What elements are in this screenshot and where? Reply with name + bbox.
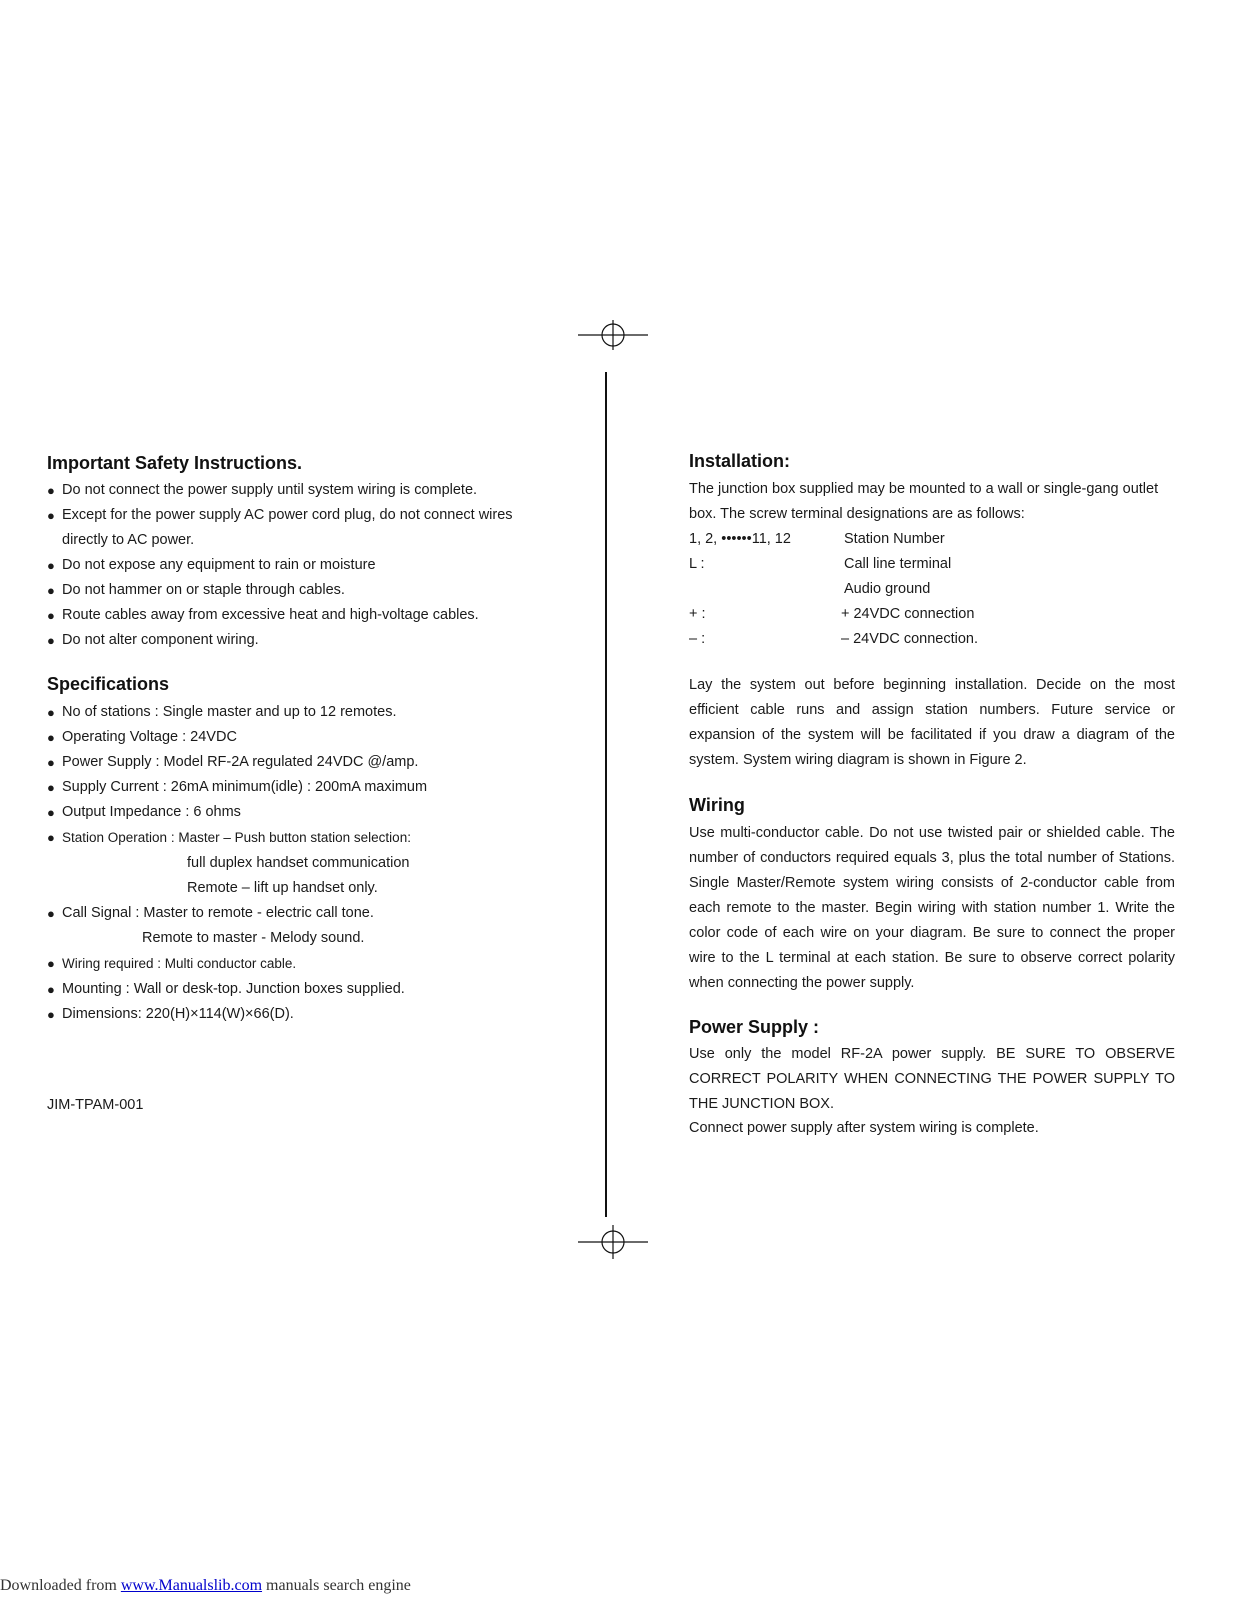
- list-item: ● Operating Voltage : 24VDC: [47, 729, 237, 745]
- installation-intro: [689, 477, 1175, 527]
- list-item: ● Wiring required : Multi conductor cable.: [47, 956, 297, 971]
- footer-suffix: manuals search engine: [262, 1577, 411, 1594]
- list-item: ● Power Supply : Model RF-2A regulated 24VDC @/amp.: [47, 754, 419, 770]
- safety-list: [47, 478, 547, 653]
- terminal-key: [689, 577, 844, 602]
- terminal-desc: + 24VDC connection: [841, 606, 975, 622]
- wiring-title: Wiring: [689, 795, 745, 815]
- terminal-desc: – 24VDC connection.: [841, 631, 979, 647]
- list-item-continuation: Remote – lift up handset only.: [187, 880, 378, 896]
- table-row: [689, 627, 1175, 652]
- download-footer: [0, 1577, 411, 1595]
- terminal-key: + :: [689, 606, 706, 622]
- terminal-key: – :: [689, 631, 706, 647]
- document-code: JIM-TPAM-001: [47, 1097, 144, 1113]
- fold-line: [605, 372, 607, 1217]
- power-supply-paragraph: Use only the model RF-2A power supply. BE SURE TO OBSERVE CORRECT POLARITY WHEN CONNECTING THE POWER SUPPLY TO THE JUNCTION BOX.: [689, 1046, 1175, 1112]
- list-item: ● Output Impedance : 6 ohms: [47, 804, 241, 820]
- terminal-key: 1, 2, ••••••11, 12: [689, 531, 791, 547]
- list-item: ● No of stations : Single master and up to 12 remotes.: [47, 704, 397, 720]
- terminal-key: L :: [689, 556, 705, 572]
- table-row: [689, 552, 1175, 577]
- list-item: ● Mounting : Wall or desk-top. Junction boxes supplied.: [47, 981, 405, 997]
- power-supply-title: Power Supply :: [689, 1017, 820, 1037]
- paragraph-line: box. The screw terminal designations are as follows:: [689, 506, 1025, 522]
- terminal-desc: Station Number: [844, 531, 945, 547]
- list-item: ● Do not expose any equipment to rain or moisture: [47, 557, 376, 573]
- list-item: ● Except for the power supply AC power cord plug, do not connect wires: [47, 507, 513, 523]
- list-item-continuation: full duplex handset communication: [187, 855, 410, 871]
- list-item-continuation: directly to AC power.: [62, 532, 195, 548]
- list-item: ● Route cables away from excessive heat and high-voltage cables.: [47, 607, 479, 623]
- list-item: ● Dimensions: 220(H)×114(W)×66(D).: [47, 1006, 294, 1022]
- list-item: ● Station Operation : Master – Push button station selection:: [47, 830, 411, 845]
- installation-title: Installation:: [689, 451, 791, 471]
- table-row: [689, 527, 1175, 552]
- safety-title: Important Safety Instructions.: [47, 453, 303, 473]
- registration-mark-bottom: [578, 1225, 648, 1259]
- list-item: ● Do not alter component wiring.: [47, 632, 259, 648]
- list-item: ● Call Signal : Master to remote - electric call tone.: [47, 905, 374, 921]
- table-row: [689, 577, 1175, 602]
- list-item: ● Supply Current : 26mA minimum(idle) : 200mA maximum: [47, 779, 428, 795]
- manualslib-link[interactable]: www.Manualslib.com: [120, 1577, 263, 1594]
- terminal-desc: Call line terminal: [844, 556, 952, 572]
- wiring-paragraph: Use multi-conductor cable. Do not use twisted pair or shielded cable. The number of conductors required equals 3, plus the total number of Stations. Single Master/Remote system wiring consists of 2-conductor cable from each remote to the master. Begin wiring with station number 1. Write the color code of each wire on your diagram. Be sure to connect the proper wire to the L terminal at each station. Be sure to observe correct polarity when connecting the power supply.: [689, 825, 1175, 991]
- table-row: [689, 602, 1175, 627]
- terminal-desc: Audio ground: [844, 581, 931, 597]
- list-item-continuation: Remote to master - Melody sound.: [142, 930, 365, 946]
- power-supply-note: Connect power supply after system wiring is complete.: [689, 1120, 1039, 1136]
- list-item: ● Do not hammer on or staple through cables.: [47, 582, 345, 598]
- terminal-table: [689, 527, 1175, 652]
- registration-mark-top: [578, 320, 648, 350]
- specs-list: [47, 700, 547, 1027]
- list-item: ● Do not connect the power supply until system wiring is complete.: [47, 482, 478, 498]
- installation-layout-paragraph: Lay the system out before beginning installation. Decide on the most efficient cable runs and assign station numbers. Future service or expansion of the system will be facilitated if you draw a diagram of the system. System wiring diagram is shown in Figure 2.: [689, 677, 1175, 768]
- footer-prefix: Downloaded from: [0, 1577, 121, 1594]
- specs-title: Specifications: [47, 674, 170, 694]
- paragraph-line: The junction box supplied may be mounted to a wall or single-gang outlet: [689, 481, 1159, 497]
